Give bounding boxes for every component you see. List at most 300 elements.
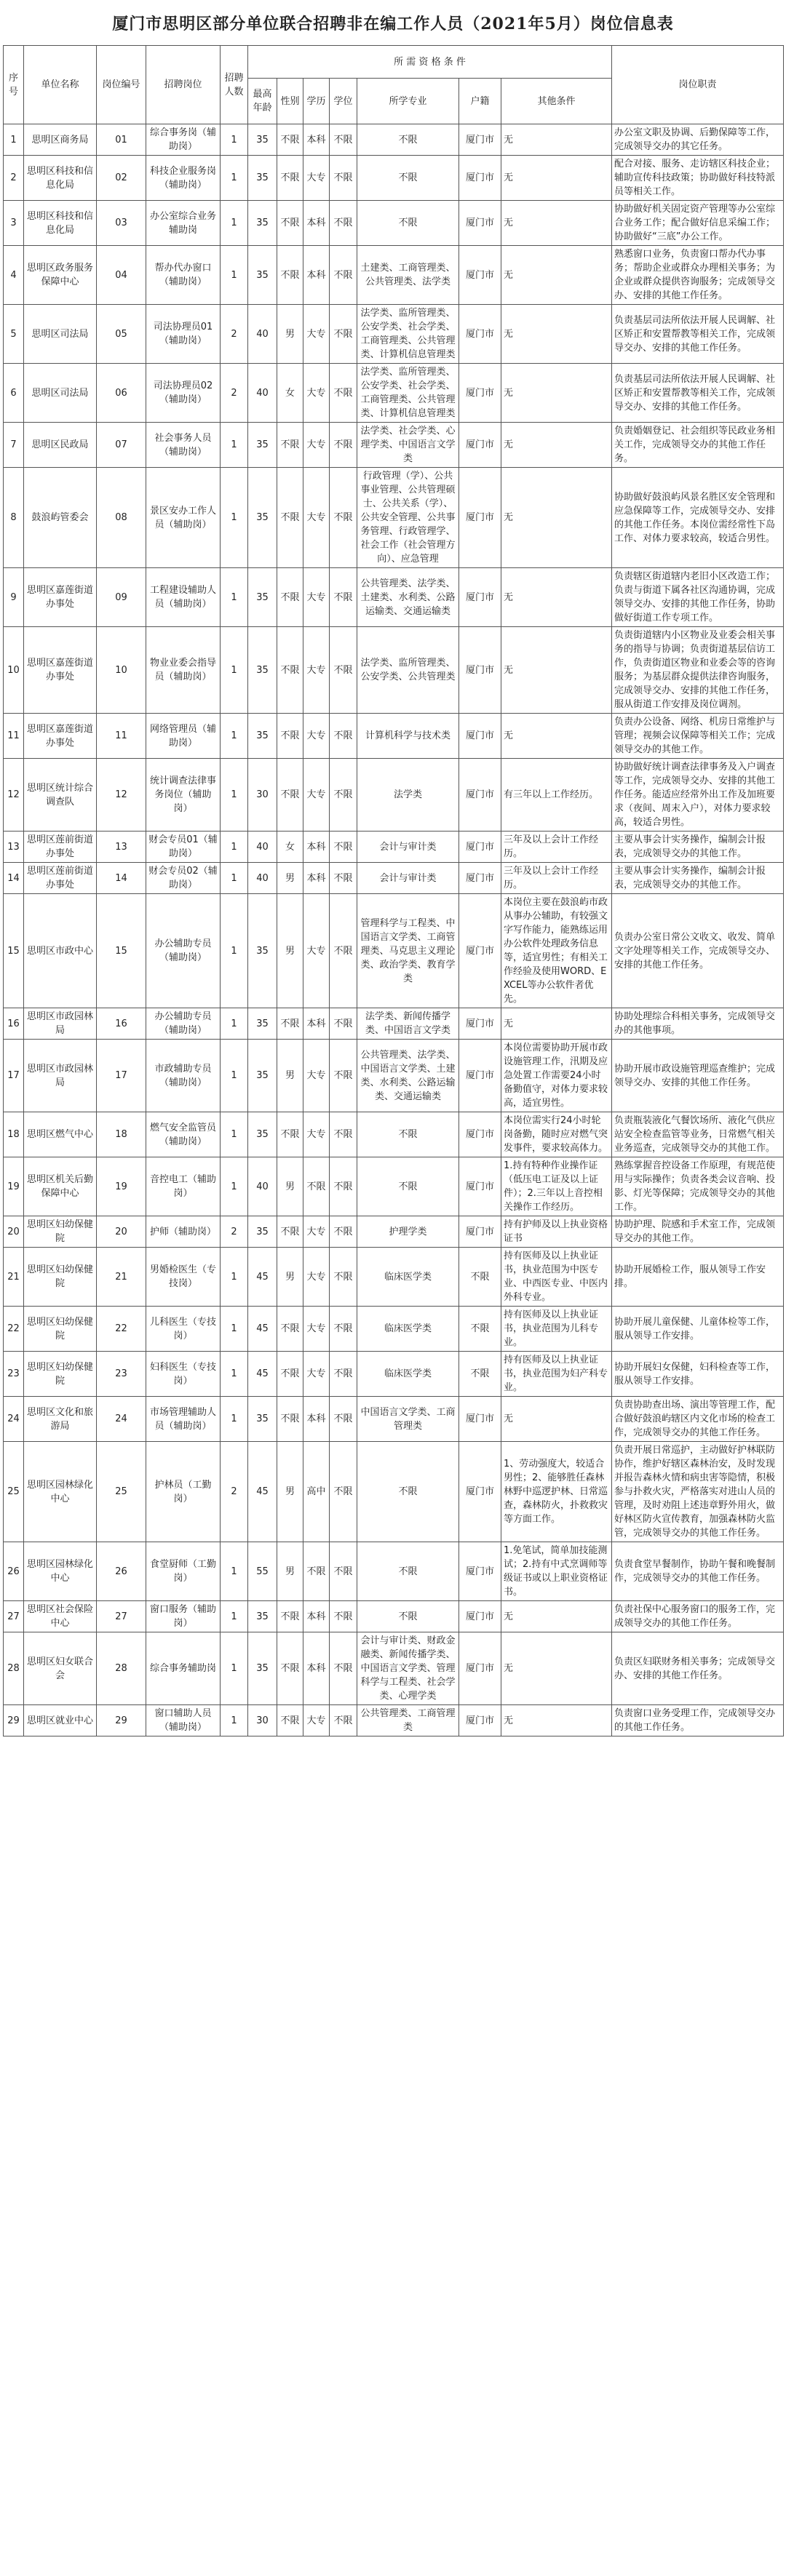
cell-post: 市政辅助专员（辅助岗）: [146, 1040, 221, 1112]
table-body: [4, 124, 784, 1736]
cell-gender: 男: [277, 1040, 303, 1112]
cell-count: 1: [221, 201, 248, 246]
cell-hukou: 厦门市: [459, 246, 501, 305]
cell-post: 综合事务辅助岗: [146, 1632, 221, 1705]
cell-degree: 不限: [330, 1542, 357, 1601]
cell-gender: 不限: [277, 468, 303, 568]
cell-age: 35: [248, 1601, 277, 1632]
cell-count: 1: [221, 246, 248, 305]
table-row: [4, 1442, 784, 1542]
cell-major: 不限: [357, 1157, 459, 1216]
cell-seq: 13: [4, 832, 24, 863]
cell-edu: 本科: [303, 863, 330, 894]
cell-gender: 不限: [277, 156, 303, 201]
cell-major: 不限: [357, 201, 459, 246]
cell-duty: 负责开展日常巡护，主动做好护林联防协作，维护好辖区森林治安，及时发现并报告森林火情和病虫害等隐情，积极参与扑救火灾，严格落实对进山人员的管理，及时劝阻上述违章野外用火，做好林区防火宣传教育，加强森林防火监管，完成领导交办的其他工作任务。: [612, 1442, 784, 1542]
cell-degree: 不限: [330, 1352, 357, 1397]
cell-degree: 不限: [330, 305, 357, 364]
table-row: [4, 468, 784, 568]
cell-post: 科技企业服务岗（辅助岗）: [146, 156, 221, 201]
cell-other: 无: [501, 201, 612, 246]
cell-seq: 23: [4, 1352, 24, 1397]
cell-other: 持有护师及以上执业资格证书: [501, 1216, 612, 1248]
cell-degree: 不限: [330, 1248, 357, 1307]
cell-other: 无: [501, 124, 612, 156]
cell-other: 无: [501, 1705, 612, 1736]
cell-gender: 不限: [277, 1112, 303, 1157]
cell-code: 25: [97, 1442, 146, 1542]
cell-post: 司法协理员01（辅助岗）: [146, 305, 221, 364]
cell-other: 三年及以上会计工作经历。: [501, 832, 612, 863]
cell-duty: 主要从事会计实务操作，编制会计报表，完成领导交办的其他工作。: [612, 863, 784, 894]
cell-edu: 本科: [303, 201, 330, 246]
cell-code: 01: [97, 124, 146, 156]
cell-unit: 思明区司法局: [24, 364, 97, 423]
cell-code: 21: [97, 1248, 146, 1307]
cell-hukou: 厦门市: [459, 1040, 501, 1112]
cell-gender: 不限: [277, 1352, 303, 1397]
cell-seq: 27: [4, 1601, 24, 1632]
cell-count: 1: [221, 863, 248, 894]
cell-major: 不限: [357, 1442, 459, 1542]
cell-degree: 不限: [330, 759, 357, 832]
cell-post: 工程建设辅助人员（辅助岗）: [146, 568, 221, 627]
cell-post: 妇科医生（专技岗）: [146, 1352, 221, 1397]
cell-gender: 不限: [277, 714, 303, 759]
cell-code: 03: [97, 201, 146, 246]
cell-seq: 16: [4, 1008, 24, 1040]
cell-unit: 思明区市政园林局: [24, 1008, 97, 1040]
cell-seq: 11: [4, 714, 24, 759]
cell-unit: 思明区科技和信息化局: [24, 156, 97, 201]
cell-edu: 高中: [303, 1442, 330, 1542]
cell-hukou: 厦门市: [459, 423, 501, 468]
cell-hukou: 不限: [459, 1307, 501, 1352]
cell-age: 35: [248, 714, 277, 759]
cell-degree: 不限: [330, 627, 357, 714]
cell-major: 法学类、监所管理类、公安学类、社会学类、工商管理类、公共管理类、计算机信息管理类: [357, 305, 459, 364]
cell-seq: 22: [4, 1307, 24, 1352]
cell-duty: 协助做好机关固定资产管理等办公室综合业务工作；配合做好信息采编工作；协助做好“三底”办公工作。: [612, 201, 784, 246]
cell-major: 计算机科学与技术类: [357, 714, 459, 759]
cell-code: 29: [97, 1705, 146, 1736]
cell-edu: 大专: [303, 1705, 330, 1736]
cell-count: 1: [221, 423, 248, 468]
cell-seq: 26: [4, 1542, 24, 1601]
cell-duty: 负责瓶装液化气餐饮场所、液化气供应站安全检查监管等业务，日常燃气相关业务巡查，完成领导交办的其他工作。: [612, 1112, 784, 1157]
cell-other: 无: [501, 568, 612, 627]
table-row: [4, 1157, 784, 1216]
cell-seq: 9: [4, 568, 24, 627]
cell-count: 1: [221, 1632, 248, 1705]
cell-age: 35: [248, 156, 277, 201]
cell-edu: 大专: [303, 759, 330, 832]
cell-unit: 思明区司法局: [24, 305, 97, 364]
cell-hukou: 厦门市: [459, 1705, 501, 1736]
cell-age: 35: [248, 568, 277, 627]
cell-age: 40: [248, 1157, 277, 1216]
cell-edu: 不限: [303, 1542, 330, 1601]
cell-post: 市场管理辅助人员（辅助岗）: [146, 1397, 221, 1442]
table-row: [4, 568, 784, 627]
table-row: [4, 1542, 784, 1601]
cell-gender: 不限: [277, 124, 303, 156]
cell-post: 财会专员02（辅助岗）: [146, 863, 221, 894]
cell-edu: 本科: [303, 1601, 330, 1632]
cell-major: 不限: [357, 1601, 459, 1632]
cell-seq: 2: [4, 156, 24, 201]
header-age: 最高年龄: [248, 79, 277, 124]
cell-duty: 负责区妇联财务相关事务；完成领导交办、安排的其他工作任务。: [612, 1632, 784, 1705]
cell-hukou: 厦门市: [459, 832, 501, 863]
cell-hukou: 厦门市: [459, 1542, 501, 1601]
cell-seq: 17: [4, 1040, 24, 1112]
cell-major: 不限: [357, 1112, 459, 1157]
cell-code: 05: [97, 305, 146, 364]
cell-edu: 大专: [303, 1248, 330, 1307]
table-row: [4, 1008, 784, 1040]
cell-code: 14: [97, 863, 146, 894]
cell-age: 35: [248, 627, 277, 714]
cell-count: 1: [221, 832, 248, 863]
cell-count: 1: [221, 468, 248, 568]
cell-degree: 不限: [330, 468, 357, 568]
cell-code: 16: [97, 1008, 146, 1040]
cell-degree: 不限: [330, 1008, 357, 1040]
table-row: [4, 364, 784, 423]
cell-gender: 不限: [277, 627, 303, 714]
cell-gender: 不限: [277, 1601, 303, 1632]
cell-duty: 负责基层司法所依法开展人民调解、社区矫正和安置帮教等相关工作，完成领导交办、安排的其他工作任务。: [612, 305, 784, 364]
cell-duty: 负责协助查出场、演出等管理工作，配合做好鼓浪屿辖区内文化市场的检查工作，完成领导交办的其他工作任务。: [612, 1397, 784, 1442]
cell-post: 窗口辅助人员（辅助岗）: [146, 1705, 221, 1736]
cell-duty: 熟悉窗口业务，负责窗口帮办代办事务；帮助企业或群众办理相关事务；为企业或群众提供咨询服务；完成领导交办、安排的其他工作任务。: [612, 246, 784, 305]
cell-major: 不限: [357, 124, 459, 156]
cell-duty: 负责辖区街道辖内老旧小区改造工作；负责与街道下属各社区沟通协调，完成领导交办、安排的其他工作任务，协助做好街道工作专项工作。: [612, 568, 784, 627]
cell-unit: 思明区妇幼保健院: [24, 1248, 97, 1307]
cell-seq: 19: [4, 1157, 24, 1216]
cell-major: 临床医学类: [357, 1248, 459, 1307]
cell-count: 1: [221, 124, 248, 156]
cell-seq: 20: [4, 1216, 24, 1248]
cell-code: 23: [97, 1352, 146, 1397]
cell-unit: 思明区科技和信息化局: [24, 201, 97, 246]
cell-unit: 思明区文化和旅游局: [24, 1397, 97, 1442]
cell-count: 1: [221, 1307, 248, 1352]
cell-seq: 3: [4, 201, 24, 246]
cell-post: 综合事务岗（辅助岗）: [146, 124, 221, 156]
cell-other: 1.持有特种作业操作证（低压电工证及以上证件）；2.三年以上音控相关操作工作经历。: [501, 1157, 612, 1216]
cell-duty: 负责街道辖内小区物业及业委会相关事务的指导与协调；负责街道基层信访工作，负责街道区物业和业委会等的咨询服务；为基层群众提供法律咨询服务，完成领导交办、安排的其他工作任务，服从街道工作安排及岗位调剂。: [612, 627, 784, 714]
cell-post: 司法协理员02（辅助岗）: [146, 364, 221, 423]
cell-hukou: 厦门市: [459, 1008, 501, 1040]
cell-degree: 不限: [330, 364, 357, 423]
cell-unit: 思明区民政局: [24, 423, 97, 468]
cell-gender: 不限: [277, 246, 303, 305]
header-code: 岗位编号: [97, 46, 146, 124]
cell-edu: 大专: [303, 156, 330, 201]
cell-code: 15: [97, 894, 146, 1008]
cell-post: 财会专员01（辅助岗）: [146, 832, 221, 863]
cell-degree: 不限: [330, 1307, 357, 1352]
cell-unit: 思明区统计综合调查队: [24, 759, 97, 832]
cell-unit: 思明区商务局: [24, 124, 97, 156]
cell-major: 会计与审计类: [357, 832, 459, 863]
table-row: [4, 863, 784, 894]
cell-post: 窗口服务（辅助岗）: [146, 1601, 221, 1632]
cell-other: 无: [501, 156, 612, 201]
cell-hukou: 厦门市: [459, 863, 501, 894]
cell-other: 无: [501, 627, 612, 714]
header-unit: 单位名称: [24, 46, 97, 124]
cell-edu: 大专: [303, 1040, 330, 1112]
cell-age: 40: [248, 863, 277, 894]
cell-gender: 不限: [277, 423, 303, 468]
cell-code: 24: [97, 1397, 146, 1442]
table-row: [4, 759, 784, 832]
table-row: [4, 201, 784, 246]
cell-hukou: 厦门市: [459, 714, 501, 759]
cell-unit: 思明区机关后勤保障中心: [24, 1157, 97, 1216]
cell-post: 男婚检医生（专技岗）: [146, 1248, 221, 1307]
cell-hukou: 厦门市: [459, 124, 501, 156]
cell-edu: 大专: [303, 1352, 330, 1397]
cell-count: 1: [221, 568, 248, 627]
cell-other: 无: [501, 1632, 612, 1705]
cell-major: 法学类、社会学类、心理学类、中国语言文学类: [357, 423, 459, 468]
cell-unit: 思明区嘉莲街道办事处: [24, 627, 97, 714]
cell-code: 17: [97, 1040, 146, 1112]
cell-seq: 6: [4, 364, 24, 423]
header-other: 其他条件: [501, 79, 612, 124]
header-req-group: 所 需 资 格 条 件: [248, 46, 612, 79]
cell-count: 1: [221, 1352, 248, 1397]
cell-edu: 本科: [303, 246, 330, 305]
cell-gender: 不限: [277, 1632, 303, 1705]
cell-degree: 不限: [330, 1705, 357, 1736]
cell-other: 1.免笔试，简单加技能测试；2.持有中式烹调师等级证书或以上职业资格证书。: [501, 1542, 612, 1601]
cell-hukou: 厦门市: [459, 1601, 501, 1632]
cell-other: 本岗位需要协助开展市政设施管理工作，汛期及应急处置工作需要24小时备勤值守，对体力要求较高，适宜男性。: [501, 1040, 612, 1112]
header-post: 招聘岗位: [146, 46, 221, 124]
cell-edu: 大专: [303, 627, 330, 714]
cell-gender: 女: [277, 364, 303, 423]
cell-gender: 不限: [277, 1008, 303, 1040]
cell-duty: 熟练掌握音控设备工作原理，有规范使用与实际操作；负责各类会议音响、投影、灯光等保障；完成领导交办的其他工作。: [612, 1157, 784, 1216]
cell-age: 35: [248, 1632, 277, 1705]
cell-code: 12: [97, 759, 146, 832]
cell-age: 45: [248, 1442, 277, 1542]
cell-hukou: 厦门市: [459, 1442, 501, 1542]
cell-edu: 本科: [303, 832, 330, 863]
cell-other: 1、劳动强度大，较适合男性；2、能够胜任森林林野中巡逻护林、日常巡查，森林防火，扑救救灾等方面工作。: [501, 1442, 612, 1542]
cell-post: 社会事务人员（辅助岗）: [146, 423, 221, 468]
header-gender: 性别: [277, 79, 303, 124]
cell-age: 35: [248, 423, 277, 468]
cell-count: 1: [221, 1112, 248, 1157]
cell-age: 35: [248, 1397, 277, 1442]
cell-other: 有三年以上工作经历。: [501, 759, 612, 832]
cell-other: 无: [501, 423, 612, 468]
cell-degree: 不限: [330, 1112, 357, 1157]
cell-post: 帮办代办窗口（辅助岗）: [146, 246, 221, 305]
cell-unit: 思明区燃气中心: [24, 1112, 97, 1157]
table-row: [4, 423, 784, 468]
cell-major: 法学类: [357, 759, 459, 832]
cell-duty: 负责窗口业务受理工作，完成领导交办的其他工作任务。: [612, 1705, 784, 1736]
cell-major: 护理学类: [357, 1216, 459, 1248]
cell-count: 1: [221, 894, 248, 1008]
table-row: [4, 1307, 784, 1352]
cell-duty: 主要从事会计实务操作，编制会计报表，完成领导交办的其他工作。: [612, 832, 784, 863]
cell-code: 09: [97, 568, 146, 627]
cell-edu: 大专: [303, 1112, 330, 1157]
cell-age: 40: [248, 364, 277, 423]
cell-duty: 协助做好鼓浪屿风景名胜区安全管理和应急保障等工作，完成领导交办、安排的其他工作任务。本岗位需经常性下岛工作、对体力要求较高，较适合男性。: [612, 468, 784, 568]
cell-hukou: 厦门市: [459, 156, 501, 201]
header-major: 所学专业: [357, 79, 459, 124]
table-row: [4, 1216, 784, 1248]
cell-hukou: 厦门市: [459, 1112, 501, 1157]
cell-count: 1: [221, 759, 248, 832]
cell-age: 45: [248, 1307, 277, 1352]
cell-code: 18: [97, 1112, 146, 1157]
cell-unit: 思明区妇幼保健院: [24, 1216, 97, 1248]
cell-major: 临床医学类: [357, 1307, 459, 1352]
cell-hukou: 厦门市: [459, 568, 501, 627]
cell-post: 音控电工（辅助岗）: [146, 1157, 221, 1216]
cell-age: 45: [248, 1248, 277, 1307]
cell-unit: 思明区嘉莲街道办事处: [24, 568, 97, 627]
cell-age: 35: [248, 894, 277, 1008]
cell-count: 1: [221, 1705, 248, 1736]
cell-other: 无: [501, 246, 612, 305]
cell-unit: 思明区就业中心: [24, 1705, 97, 1736]
cell-major: 中国语言文学类、工商管理类: [357, 1397, 459, 1442]
cell-edu: 本科: [303, 1632, 330, 1705]
cell-count: 1: [221, 1248, 248, 1307]
cell-edu: 本科: [303, 1397, 330, 1442]
cell-degree: 不限: [330, 568, 357, 627]
cell-post: 护师（辅助岗）: [146, 1216, 221, 1248]
cell-gender: 不限: [277, 568, 303, 627]
cell-degree: 不限: [330, 714, 357, 759]
cell-gender: 男: [277, 1542, 303, 1601]
cell-age: 55: [248, 1542, 277, 1601]
cell-seq: 7: [4, 423, 24, 468]
cell-code: 07: [97, 423, 146, 468]
cell-count: 1: [221, 714, 248, 759]
job-table: [3, 45, 784, 1736]
cell-edu: 大专: [303, 468, 330, 568]
cell-count: 1: [221, 1008, 248, 1040]
table-row: [4, 1397, 784, 1442]
cell-post: 景区安办工作人员（辅助岗）: [146, 468, 221, 568]
cell-unit: 鼓浪屿管委会: [24, 468, 97, 568]
cell-code: 08: [97, 468, 146, 568]
cell-duty: 协助开展妇女保健，妇科检查等工作，服从领导工作安排。: [612, 1352, 784, 1397]
cell-gender: 不限: [277, 1307, 303, 1352]
cell-unit: 思明区妇幼保健院: [24, 1352, 97, 1397]
cell-degree: 不限: [330, 1040, 357, 1112]
cell-age: 45: [248, 1352, 277, 1397]
table-row: [4, 1040, 784, 1112]
cell-hukou: 厦门市: [459, 627, 501, 714]
cell-major: 管理科学与工程类、中国语言文学类、工商管理类、马克思主义理论类、政治学类、教育学类: [357, 894, 459, 1008]
cell-other: 持有医师及以上执业证书，执业范围为儿科专业。: [501, 1307, 612, 1352]
cell-seq: 15: [4, 894, 24, 1008]
cell-post: 办公辅助专员（辅助岗）: [146, 1008, 221, 1040]
cell-gender: 不限: [277, 1216, 303, 1248]
cell-gender: 不限: [277, 759, 303, 832]
cell-age: 35: [248, 1216, 277, 1248]
cell-hukou: 厦门市: [459, 894, 501, 1008]
cell-code: 06: [97, 364, 146, 423]
cell-other: 无: [501, 1397, 612, 1442]
cell-seq: 10: [4, 627, 24, 714]
cell-unit: 思明区嘉莲街道办事处: [24, 714, 97, 759]
cell-degree: 不限: [330, 201, 357, 246]
cell-post: 护林员（工勤岗）: [146, 1442, 221, 1542]
cell-gender: 女: [277, 832, 303, 863]
cell-major: 土建类、工商管理类、公共管理类、法学类: [357, 246, 459, 305]
cell-seq: 12: [4, 759, 24, 832]
cell-code: 28: [97, 1632, 146, 1705]
cell-duty: 协助开展婚检工作，服从领导工作安排。: [612, 1248, 784, 1307]
cell-unit: 思明区莲前街道办事处: [24, 832, 97, 863]
cell-unit: 思明区园林绿化中心: [24, 1442, 97, 1542]
cell-duty: 配合对接、服务、走访辖区科技企业；辅助宣传科技政策；协助做好科技特派员等相关工作。: [612, 156, 784, 201]
cell-other: 本岗位主要在鼓浪屿市政从事办公辅助，有较强文字写作能力，能熟练运用办公软件处理政务信息等，适宜男性；有相关工作经验及使用WORD、EXCEL等办公软件者优先。: [501, 894, 612, 1008]
cell-seq: 8: [4, 468, 24, 568]
cell-age: 35: [248, 246, 277, 305]
cell-unit: 思明区妇女联合会: [24, 1632, 97, 1705]
cell-duty: 负责基层司法所依法开展人民调解、社区矫正和安置帮教等相关工作，完成领导交办、安排的其他工作任务。: [612, 364, 784, 423]
cell-major: 临床医学类: [357, 1352, 459, 1397]
cell-major: 公共管理类、法学类、中国语言文学类、土建类、水利类、公路运输类、交通运输类: [357, 1040, 459, 1112]
cell-edu: 大专: [303, 423, 330, 468]
cell-gender: 男: [277, 894, 303, 1008]
header-edu: 学历: [303, 79, 330, 124]
cell-degree: 不限: [330, 1601, 357, 1632]
table-row: [4, 1352, 784, 1397]
cell-gender: 男: [277, 1248, 303, 1307]
cell-count: 2: [221, 1216, 248, 1248]
cell-duty: 协助护理、院感和手术室工作，完成领导交办的其他工作。: [612, 1216, 784, 1248]
cell-unit: 思明区市政中心: [24, 894, 97, 1008]
cell-code: 02: [97, 156, 146, 201]
cell-edu: 大专: [303, 894, 330, 1008]
cell-code: 26: [97, 1542, 146, 1601]
cell-seq: 5: [4, 305, 24, 364]
cell-hukou: 厦门市: [459, 468, 501, 568]
cell-count: 2: [221, 1442, 248, 1542]
cell-unit: 思明区妇幼保健院: [24, 1307, 97, 1352]
cell-count: 2: [221, 364, 248, 423]
cell-age: 30: [248, 759, 277, 832]
cell-edu: 本科: [303, 124, 330, 156]
cell-unit: 思明区政务服务保障中心: [24, 246, 97, 305]
cell-degree: 不限: [330, 156, 357, 201]
cell-gender: 男: [277, 863, 303, 894]
cell-hukou: 厦门市: [459, 201, 501, 246]
cell-count: 1: [221, 1157, 248, 1216]
cell-major: 会计与审计类、财政金融类、新闻传播学类、中国语言文学类、管理科学与工程类、社会学类、心理学类: [357, 1632, 459, 1705]
cell-code: 11: [97, 714, 146, 759]
cell-major: 法学类、新闻传播学类、中国语言文学类: [357, 1008, 459, 1040]
cell-hukou: 厦门市: [459, 364, 501, 423]
cell-degree: 不限: [330, 863, 357, 894]
